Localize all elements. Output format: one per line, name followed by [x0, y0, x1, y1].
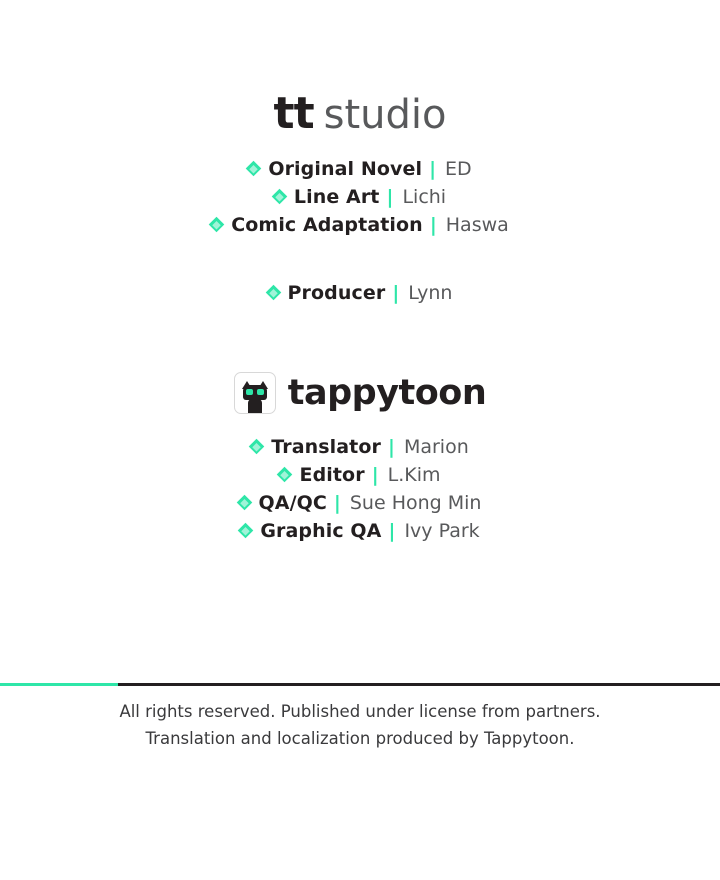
credit-role: Original Novel: [268, 158, 423, 180]
diamond-bullet-icon: [238, 523, 254, 539]
credit-name: Sue Hong Min: [349, 492, 482, 514]
credit-row: [0, 436, 720, 458]
diamond-bullet-icon: [209, 217, 225, 233]
spacer: [0, 310, 720, 372]
diamond-bullet-icon: [236, 495, 252, 511]
cat-eye-left: [246, 389, 253, 395]
footer-divider: [0, 683, 720, 686]
studio-logo-word: studio: [323, 92, 447, 138]
tappytoon-logo: [0, 372, 720, 414]
cat-glyph: [242, 383, 268, 413]
credit-row: [0, 464, 720, 486]
credit-role: QA/QC: [258, 492, 327, 514]
credit-name: ED: [445, 158, 472, 180]
credit-separator: |: [429, 214, 437, 236]
diamond-bullet-icon: [265, 285, 281, 301]
credit-role: Line Art: [293, 186, 380, 208]
credit-separator: |: [388, 520, 396, 542]
credit-row: [0, 520, 720, 542]
cat-body: [248, 399, 262, 413]
credit-name: L.Kim: [387, 464, 441, 486]
credit-name: Marion: [403, 436, 469, 458]
diamond-bullet-icon: [277, 467, 293, 483]
credit-name: Lynn: [408, 282, 453, 304]
credit-name: Haswa: [445, 214, 509, 236]
credit-role: Graphic QA: [260, 520, 382, 542]
credit-role: Comic Adaptation: [231, 214, 423, 236]
credit-separator: |: [386, 186, 394, 208]
credit-separator: |: [388, 436, 395, 458]
tappytoon-wordmark: tappytoon: [287, 372, 487, 413]
credit-separator: |: [333, 492, 341, 514]
credit-role: Editor: [299, 464, 365, 486]
credit-separator: |: [371, 464, 379, 486]
credit-role: Translator: [271, 436, 381, 458]
credit-row: [0, 214, 720, 236]
footer-line-2: Translation and localization produced by Tappytoon.: [145, 729, 575, 749]
footer-divider-dark: [118, 683, 720, 686]
studio-logo: [0, 0, 720, 139]
studio-credits-list: [0, 158, 720, 304]
spacer: [0, 242, 720, 282]
diamond-bullet-icon: [272, 189, 288, 205]
credit-name: Lichi: [402, 186, 447, 208]
credit-role: Producer: [287, 282, 386, 304]
credit-row-producer: [0, 282, 720, 304]
credit-row: [0, 492, 720, 514]
credit-name: Ivy Park: [404, 520, 480, 542]
publisher-credits-list: [0, 436, 720, 542]
diamond-bullet-icon: [246, 161, 262, 177]
studio-logo-mark: tt: [273, 88, 314, 139]
footer-text: [0, 698, 720, 752]
footer-divider-accent: [0, 683, 118, 686]
credit-row: [0, 158, 720, 180]
cat-eye-right: [257, 389, 264, 395]
credit-row: [0, 186, 720, 208]
credit-separator: |: [429, 158, 437, 180]
credit-separator: |: [392, 282, 400, 304]
footer-line-1: All rights reserved. Published under license from partners.: [119, 702, 601, 721]
tappytoon-cat-icon: [234, 372, 276, 414]
diamond-bullet-icon: [249, 439, 265, 455]
